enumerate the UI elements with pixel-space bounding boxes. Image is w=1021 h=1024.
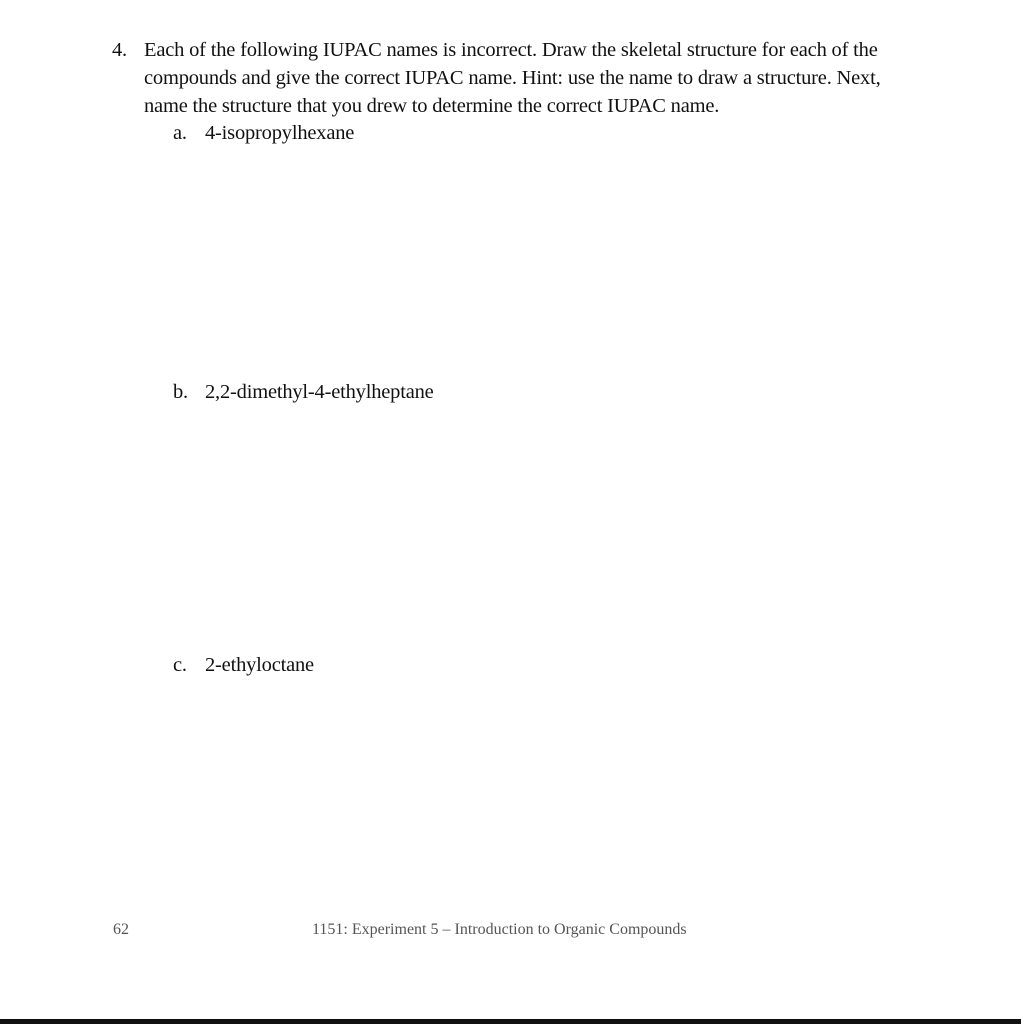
bottom-border [0, 1019, 1021, 1024]
part-compound-name: 2-ethyloctane [205, 654, 314, 676]
question-part-a [173, 119, 354, 147]
part-compound-name: 2,2-dimethyl-4-ethylheptane [205, 381, 434, 403]
question-4 [112, 36, 922, 120]
part-letter: a. [173, 122, 187, 144]
page-number: 62 [113, 921, 129, 938]
question-number: 4. [112, 39, 127, 61]
part-letter: b. [173, 381, 188, 403]
part-letter: c. [173, 654, 187, 676]
question-text: Each of the following IUPAC names is incorrect. Draw the skeletal structure for each of the compounds and give the correct IUPAC name. Hint: use the name to draw a structure. Next, name the structure that you drew to determine the correct IUPAC name. [144, 39, 881, 117]
part-compound-name: 4-isopropylhexane [205, 122, 355, 144]
question-part-c [173, 651, 314, 679]
question-part-b [173, 378, 434, 406]
footer-title: 1151: Experiment 5 – Introduction to Organic Compounds [312, 921, 687, 938]
